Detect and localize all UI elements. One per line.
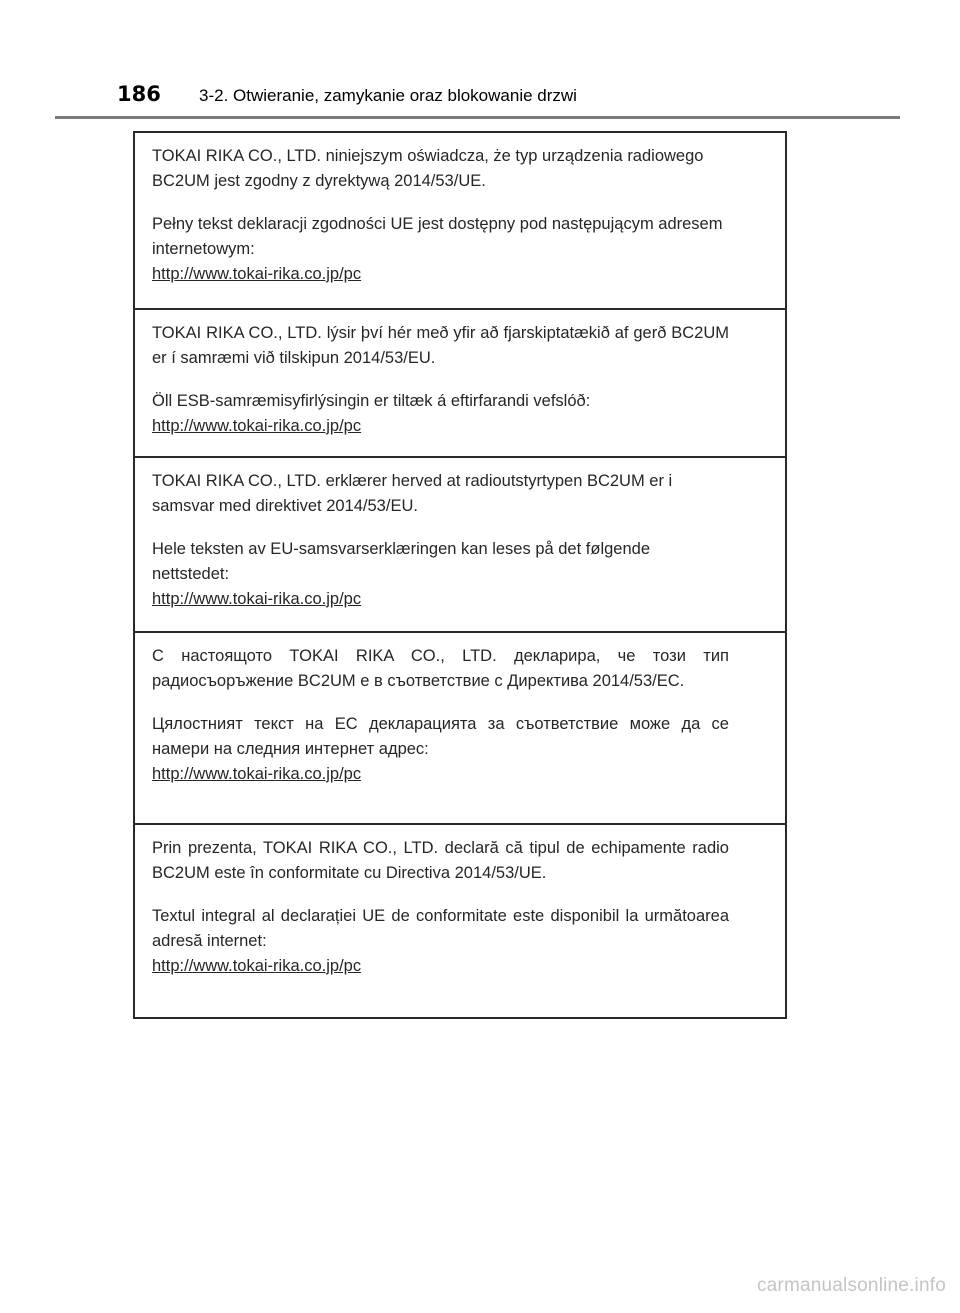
declaration-statement: С настоящото TOKAI RIKA CO., LTD. декларира, че този тип радиосъоръжение BC2UM е в съответствие с Директива 2014/53/ЕС. — [152, 647, 729, 690]
declaration-polish — [135, 133, 785, 310]
declaration-link[interactable]: http://www.tokai-rika.co.jp/pc — [152, 590, 362, 608]
declaration-norwegian — [135, 458, 785, 633]
declaration-statement: Prin prezenta, TOKAI RIKA CO., LTD. declară că tipul de echipamente radio BC2UM este în conformitate cu Directiva 2014/53/UE. — [152, 839, 729, 882]
declaration-icelandic — [135, 310, 785, 458]
page-header — [55, 78, 900, 119]
full-text-note-text: Hele teksten av EU-samsvarserklæringen kan leses på det følgende nettstedet: — [152, 540, 650, 583]
full-text-note-text: Textul integral al declarației UE de conformitate este disponibil la următoarea adresă internet: — [152, 907, 729, 950]
declaration-statement: TOKAI RIKA CO., LTD. lýsir því hér með yfir að fjarskiptatækið af gerð BC2UM er í samræmi við tilskipun 2014/53/EU. — [152, 324, 729, 367]
declaration-romanian — [135, 825, 785, 1017]
declaration-full-text-note — [152, 712, 729, 787]
declarations-table — [133, 131, 787, 1019]
declaration-statement: TOKAI RIKA CO., LTD. erklærer herved at radioutstyrtypen BC2UM er i samsvar med direktivet 2014/53/EU. — [152, 472, 673, 515]
declaration-link[interactable]: http://www.tokai-rika.co.jp/pc — [152, 957, 362, 975]
declaration-full-text-note — [152, 537, 729, 612]
declaration-link[interactable]: http://www.tokai-rika.co.jp/pc — [152, 765, 362, 783]
full-text-note-text: Pełny tekst deklaracji zgodności UE jest dostępny pod następującym adresem internetowym: — [152, 215, 723, 258]
full-text-note-text: Цялостният текст на ЕС декларацията за съответствие може да се намери на следния интернет адрес: — [152, 715, 729, 758]
watermark: carmanualsonline.info — [756, 1275, 946, 1296]
declaration-link[interactable]: http://www.tokai-rika.co.jp/pc — [152, 417, 362, 435]
declaration-statement: TOKAI RIKA CO., LTD. niniejszym oświadcza, że typ urządzenia radiowego BC2UM jest zgodny z dyrektywą 2014/53/UE. — [152, 147, 704, 190]
declaration-full-text-note — [152, 212, 729, 287]
declaration-link[interactable]: http://www.tokai-rika.co.jp/pc — [152, 265, 362, 283]
declaration-full-text-note — [152, 389, 729, 439]
declaration-full-text-note — [152, 904, 729, 979]
page-number: 186 — [117, 82, 161, 106]
section-title: 3-2. Otwieranie, zamykanie oraz blokowanie drzwi — [199, 86, 577, 105]
declaration-bulgarian — [135, 633, 785, 825]
full-text-note-text: Öll ESB-samræmisyfirlýsingin er tiltæk á eftirfarandi vefslóð: — [152, 392, 591, 410]
